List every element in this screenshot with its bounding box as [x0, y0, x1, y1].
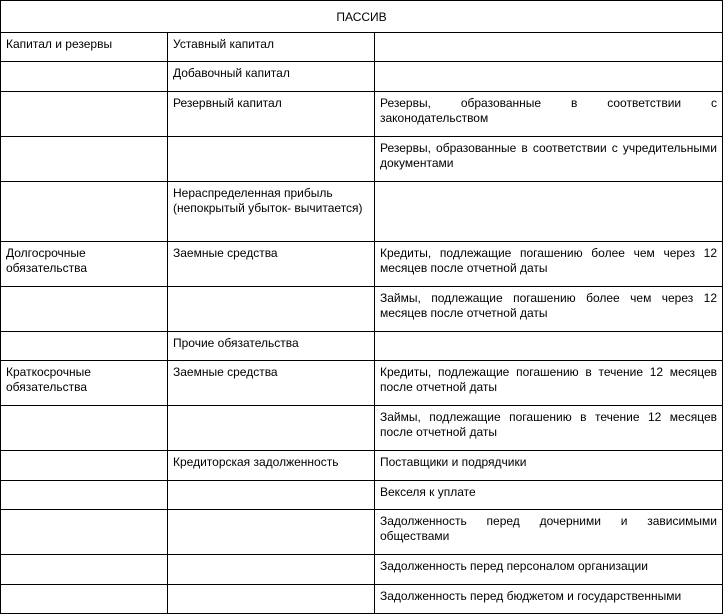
- table-cell-c2: [168, 137, 375, 182]
- table-row: [1, 92, 723, 137]
- table-cell-c1: Долгосрочные обязательства: [1, 242, 168, 287]
- table-cell-c3: [375, 33, 723, 62]
- table-row: [1, 137, 723, 182]
- table-cell-c1: [1, 182, 168, 242]
- table-row: [1, 287, 723, 332]
- table-cell-c2: [168, 510, 375, 555]
- table-cell-c1: [1, 137, 168, 182]
- table-cell-c1: [1, 92, 168, 137]
- table-cell-c2: Добавочный капитал: [168, 62, 375, 92]
- table-cell-c1: [1, 555, 168, 585]
- table-cell-c1: [1, 406, 168, 451]
- table-cell-c2: [168, 585, 375, 614]
- table-row: [1, 585, 723, 614]
- table-cell-c2: [168, 287, 375, 332]
- header-row: [1, 1, 723, 33]
- table-cell-c1: Капитал и резервы: [1, 33, 168, 62]
- table-cell-c1: [1, 287, 168, 332]
- table-row: [1, 361, 723, 406]
- table-row: [1, 555, 723, 585]
- table-cell-c2: [168, 406, 375, 451]
- table-cell-c2: Заемные средства: [168, 361, 375, 406]
- table-cell-c2: Уставный капитал: [168, 33, 375, 62]
- table-cell-c2: Заемные средства: [168, 242, 375, 287]
- table-cell-c1: [1, 332, 168, 361]
- table-row: [1, 33, 723, 62]
- table-cell-c1: [1, 481, 168, 510]
- table-cell-c2: Резервный капитал: [168, 92, 375, 137]
- table-cell-c3: Резервы, образованные в соответствии с законодательством: [375, 92, 723, 137]
- table-row: [1, 406, 723, 451]
- table-cell-c1: [1, 62, 168, 92]
- table-cell-c1: [1, 510, 168, 555]
- table-row: [1, 62, 723, 92]
- table-cell-c3: Резервы, образованные в соответствии с учредительными документами: [375, 137, 723, 182]
- table-cell-c3: Поставщики и подрядчики: [375, 451, 723, 481]
- table-cell-c2: Кредиторская задолженность: [168, 451, 375, 481]
- table-cell-c3: [375, 62, 723, 92]
- table-cell-c3: [375, 332, 723, 361]
- table-cell-c2: [168, 481, 375, 510]
- table-cell-c1: [1, 451, 168, 481]
- table-cell-c1: [1, 585, 168, 614]
- table-header: ПАССИВ: [1, 1, 723, 33]
- table-row: [1, 332, 723, 361]
- table-row: [1, 182, 723, 242]
- table-cell-c1: Краткосрочные обязательства: [1, 361, 168, 406]
- table-cell-c2: Нераспределенная прибыль (непокрытый убыток- вычитается): [168, 182, 375, 242]
- table-cell-c3: Кредиты, подлежащие погашению более чем через 12 месяцев после отчетной даты: [375, 242, 723, 287]
- table-cell-c2: [168, 555, 375, 585]
- table-cell-c3: [375, 182, 723, 242]
- table-cell-c3: Задолженность перед дочерними и зависимыми обществами: [375, 510, 723, 555]
- table-cell-c3: Задолженность перед персоналом организации: [375, 555, 723, 585]
- table-row: [1, 451, 723, 481]
- table-cell-c3: Кредиты, подлежащие погашению в течение 12 месяцев после отчетной даты: [375, 361, 723, 406]
- table-cell-c3: Векселя к уплате: [375, 481, 723, 510]
- table-cell-c3: Займы, подлежащие погашению более чем через 12 месяцев после отчетной даты: [375, 287, 723, 332]
- table-cell-c2: Прочие обязательства: [168, 332, 375, 361]
- table-cell-c3: Задолженность перед бюджетом и государственными: [375, 585, 723, 614]
- table-cell-c3: Займы, подлежащие погашению в течение 12 месяцев после отчетной даты: [375, 406, 723, 451]
- table-row: [1, 242, 723, 287]
- table-row: [1, 481, 723, 510]
- table-row: [1, 510, 723, 555]
